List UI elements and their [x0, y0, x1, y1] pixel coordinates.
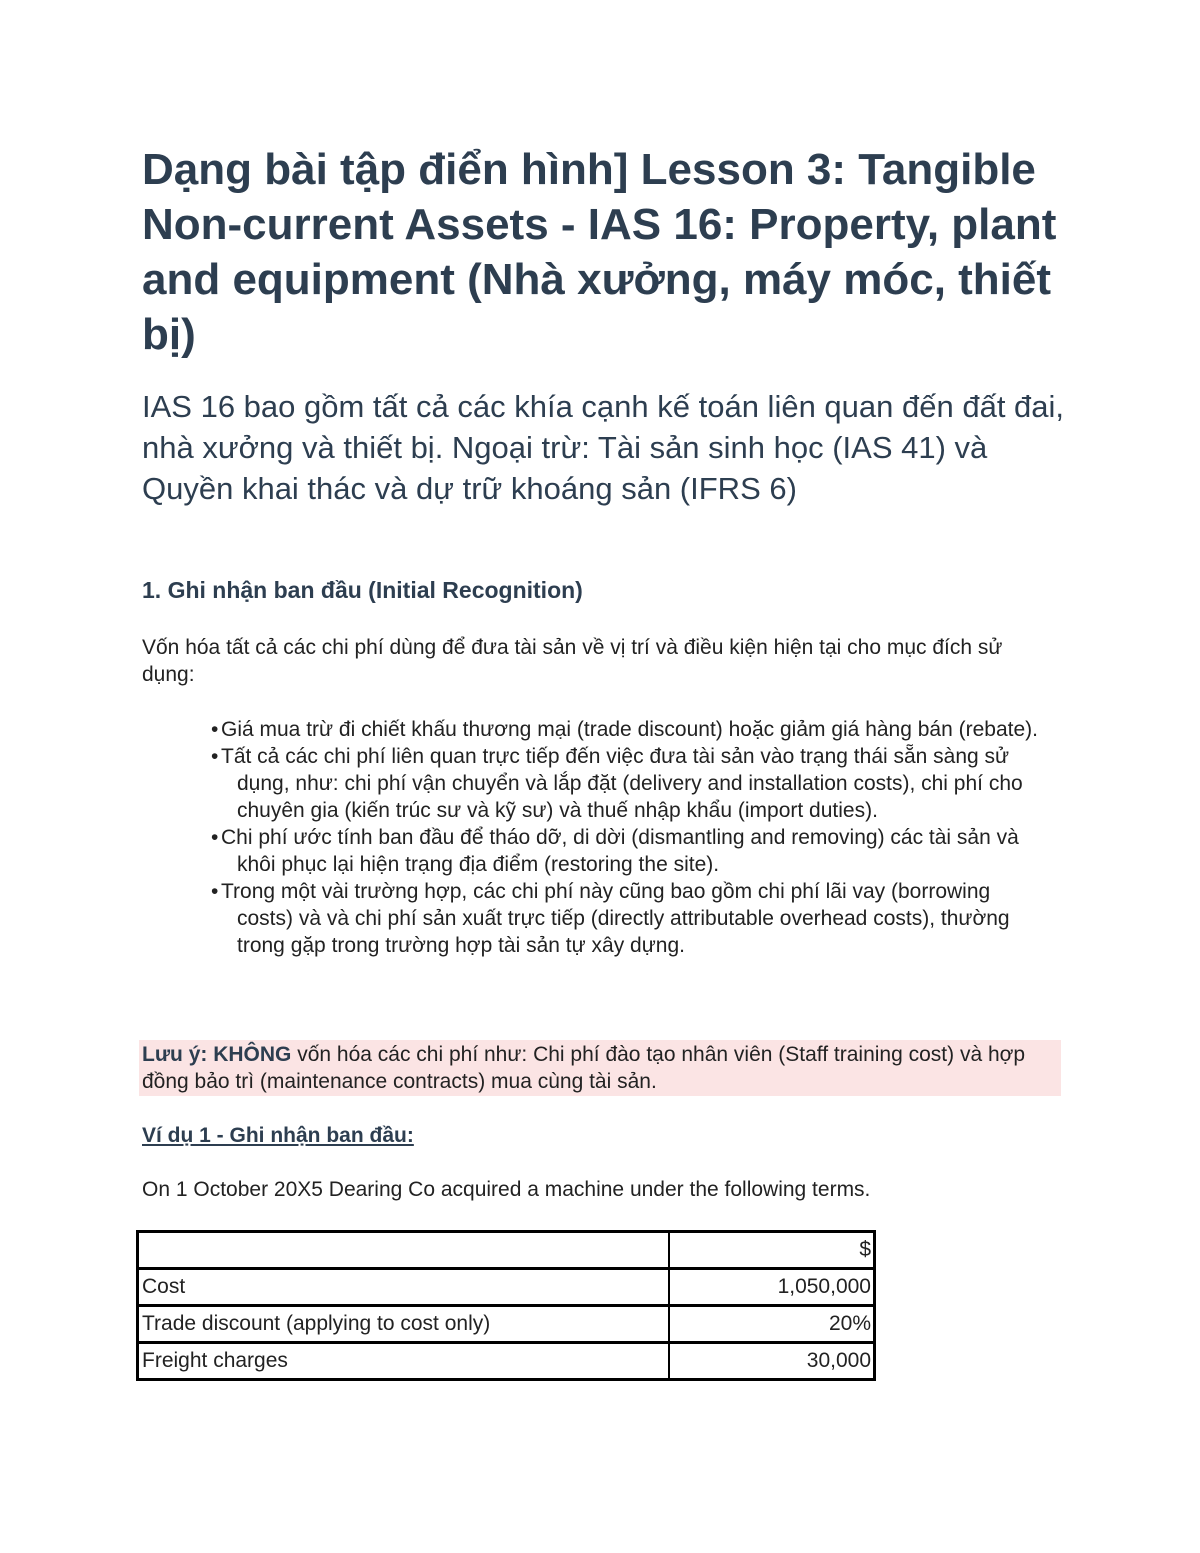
section-heading-initial-recognition: 1. Ghi nhận ban đầu (Initial Recognition)	[142, 577, 583, 603]
table-cell-label: Freight charges	[138, 1343, 670, 1380]
table-header-row	[138, 1232, 875, 1269]
list-item-text: Chi phí ước tính ban đầu để tháo dỡ, di dời (dismantling and removing) các tài sản và khôi phục lại hiện trạng địa điểm (restoring the site).	[221, 826, 1019, 876]
note-text: vốn hóa các chi phí như: Chi phí đào tạo nhân viên (Staff training cost) và hợp đồng bảo trì (maintenance contracts) mua cùng tài sản.	[142, 1043, 1026, 1093]
bullet-icon: •	[211, 826, 219, 849]
table-cell-value: 1,050,000	[669, 1269, 875, 1306]
table-row	[138, 1343, 875, 1380]
bullet-icon: •	[211, 880, 219, 903]
page-title: Dạng bài tập điển hình] Lesson 3: Tangible Non-current Assets - IAS 16: Property, plant and equipment (Nhà xưởng, máy móc, thiết bị)	[142, 145, 1057, 359]
list-item	[203, 878, 1048, 959]
section-intro: Vốn hóa tất cả các chi phí dùng để đưa tài sản về vị trí và điều kiện hiện tại cho mục đích sử dụng:	[142, 636, 1003, 686]
list-item-text: Trong một vài trường hợp, các chi phí này cũng bao gồm chi phí lãi vay (borrowing costs) và và chi phí sản xuất trực tiếp (directly attributable overhead costs), thường trong gặp trong trường hợp tài sản tự xây dựng.	[221, 880, 1010, 957]
example-text: On 1 October 20X5 Dearing Co acquired a machine under the following terms.	[142, 1178, 871, 1201]
table-header-cell: $	[669, 1232, 875, 1269]
list-item	[203, 824, 1048, 878]
machine-terms-table	[136, 1230, 876, 1381]
page-subtitle: IAS 16 bao gồm tất cả các khía cạnh kế toán liên quan đến đất đai, nhà xưởng và thiết bị. Ngoại trừ: Tài sản sinh học (IAS 41) và Quyền khai thác và dự trữ khoáng sản (IFRS 6)	[142, 389, 1065, 506]
table-cell-label: Cost	[138, 1269, 670, 1306]
list-item-text: Tất cả các chi phí liên quan trực tiếp đến việc đưa tài sản vào trạng thái sẵn sàng sử dụng, như: chi phí vận chuyển và lắp đặt (delivery and installation costs), chi phí cho chuyên gia (kiến trúc sư và kỹ sư) và thuế nhập khẩu (import duties).	[221, 745, 1023, 822]
table-row	[138, 1269, 875, 1306]
note-callout	[139, 1040, 1061, 1096]
bullet-icon: •	[211, 745, 219, 768]
table-cell-label: Trade discount (applying to cost only)	[138, 1306, 670, 1343]
table-cell-value: 20%	[669, 1306, 875, 1343]
bullet-icon: •	[211, 718, 219, 741]
list-item	[203, 743, 1048, 824]
list-item-text: Giá mua trừ đi chiết khấu thương mại (trade discount) hoặc giảm giá hàng bán (rebate).	[221, 718, 1038, 741]
capitalised-costs-list	[203, 716, 1048, 959]
table-row	[138, 1306, 875, 1343]
table-cell-value: 30,000	[669, 1343, 875, 1380]
example-heading: Ví dụ 1 - Ghi nhận ban đầu:	[142, 1124, 414, 1147]
note-label: Lưu ý: KHÔNG	[142, 1043, 292, 1066]
table-header-cell	[138, 1232, 670, 1269]
list-item	[203, 716, 1048, 743]
